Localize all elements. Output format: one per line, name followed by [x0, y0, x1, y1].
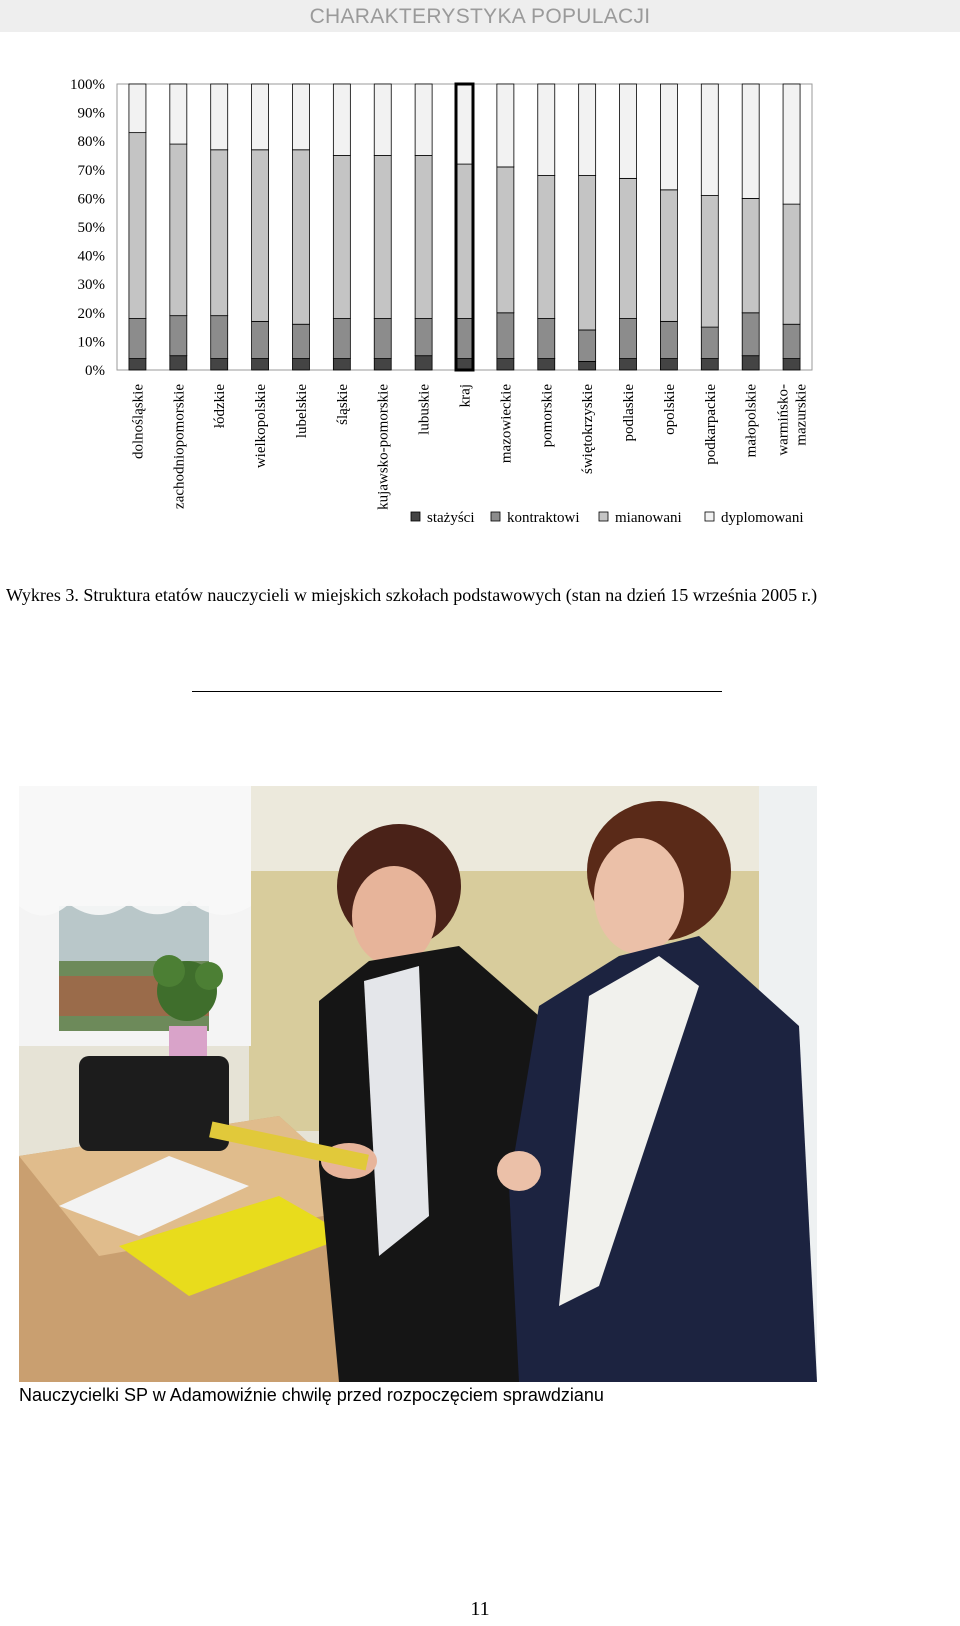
bar-segment-dyplomowani	[252, 84, 269, 150]
classroom-photo	[19, 786, 817, 1382]
bar-segment-dyplomowani	[333, 84, 350, 156]
y-tick-label: 30%	[77, 277, 105, 294]
bar-segment-stażyści	[497, 359, 514, 370]
bar-segment-stażyści	[701, 359, 718, 370]
bar-segment-mianowani	[374, 156, 391, 319]
bar-segment-mianowani	[129, 133, 146, 319]
bar-segment-mianowani	[252, 150, 269, 322]
legend-swatch	[411, 512, 420, 521]
x-tick-label: opolskie	[661, 384, 678, 435]
bar-segment-mianowani	[783, 204, 800, 324]
bar-segment-kontraktowi	[497, 313, 514, 359]
y-axis-ticks	[70, 77, 105, 379]
bar-segment-dyplomowani	[497, 84, 514, 167]
x-tick-label: kraj	[457, 384, 474, 408]
y-tick-label: 50%	[77, 220, 105, 236]
x-tick-label: zachodniopomorskie	[171, 384, 188, 509]
y-tick-label: 40%	[77, 248, 105, 265]
bar-segment-stażyści	[415, 356, 432, 370]
bar-segment-dyplomowani	[660, 84, 677, 190]
bar-segment-kontraktowi	[333, 319, 350, 359]
bar-segment-mianowani	[620, 178, 637, 318]
bar-segment-kontraktowi	[211, 316, 228, 359]
bar-segment-stażyści	[292, 359, 309, 370]
bar-segment-dyplomowani	[456, 84, 473, 164]
bar-segment-mianowani	[170, 144, 187, 316]
legend-label: dyplomowani	[721, 510, 804, 526]
x-tick-label: podlaskie	[621, 384, 638, 442]
bar-segment-kontraktowi	[170, 316, 187, 356]
y-tick-label: 0%	[85, 363, 105, 379]
bar-segment-stażyści	[129, 359, 146, 370]
y-tick-label: 80%	[77, 134, 105, 151]
bar-segment-mianowani	[456, 164, 473, 318]
chart-legend	[411, 510, 804, 526]
page-number: 11	[470, 1598, 490, 1620]
bar-segment-stażyści	[783, 359, 800, 370]
bar-segment-kontraktowi	[538, 319, 555, 359]
x-tick-label: łódzkie	[212, 384, 229, 429]
bar-segment-stażyści	[620, 359, 637, 370]
x-tick-label: lubuskie	[416, 384, 433, 435]
bar-segment-stażyści	[374, 359, 391, 370]
bar-segment-mianowani	[701, 196, 718, 328]
bar-segment-kontraktowi	[292, 324, 309, 358]
y-tick-label: 100%	[70, 77, 105, 93]
bar-segment-kontraktowi	[456, 319, 473, 359]
x-tick-label: podkarpackie	[702, 384, 719, 465]
legend-swatch	[491, 512, 500, 521]
x-tick-label: kujawsko-pomorskie	[375, 384, 392, 510]
bar-segment-stażyści	[456, 359, 473, 370]
x-tick-label: śląskie	[334, 384, 351, 425]
bar-segment-mianowani	[497, 167, 514, 313]
bar-segment-stażyści	[579, 361, 596, 370]
x-tick-label: dolnośląskie	[130, 384, 147, 459]
bar-segment-kontraktowi	[742, 313, 759, 356]
x-tick-label: mazowieckie	[498, 384, 515, 464]
figure-caption: Wykres 3. Struktura etatów nauczycieli w miejskich szkołach podstawowych (stan na dzień 15 września 2005 r.)	[6, 585, 818, 605]
photo-caption: Nauczycielki SP w Adamowiźnie chwilę przed rozpoczęciem sprawdzianu	[19, 1385, 604, 1405]
x-tick-label: wielkopolskie	[253, 384, 270, 469]
bar-segment-kontraktowi	[415, 319, 432, 356]
x-tick-label: mazurskie	[793, 384, 810, 446]
bar-segment-dyplomowani	[742, 84, 759, 198]
bar-segment-dyplomowani	[129, 84, 146, 133]
bar-segment-dyplomowani	[170, 84, 187, 144]
bar-segment-kontraktowi	[783, 324, 800, 358]
bar-segment-mianowani	[292, 150, 309, 324]
x-tick-label: pomorskie	[539, 384, 556, 448]
bar-segment-dyplomowani	[579, 84, 596, 176]
bar-segment-stażyści	[211, 359, 228, 370]
x-tick-label: lubelskie	[293, 384, 310, 439]
bar-segment-kontraktowi	[660, 321, 677, 358]
legend-label: stażyści	[427, 510, 475, 526]
bar-segment-stażyści	[252, 359, 269, 370]
bar-segment-kontraktowi	[252, 321, 269, 358]
legend-label: mianowani	[615, 510, 682, 526]
bar-segment-dyplomowani	[620, 84, 637, 178]
legend-swatch	[599, 512, 608, 521]
bar-segment-stażyści	[170, 356, 187, 370]
y-tick-label: 70%	[77, 162, 105, 179]
stacked-bar-chart	[0, 40, 960, 540]
bar-segment-stażyści	[333, 359, 350, 370]
page-header	[0, 0, 960, 32]
x-tick-label: warmińsko-	[775, 384, 792, 456]
divider	[192, 691, 722, 692]
bar-segment-dyplomowani	[374, 84, 391, 156]
bar-segment-mianowani	[742, 198, 759, 312]
bar-segment-dyplomowani	[701, 84, 718, 196]
bar-segment-dyplomowani	[783, 84, 800, 204]
bar-segment-mianowani	[211, 150, 228, 316]
x-axis-labels	[130, 384, 809, 510]
bar-segment-mianowani	[538, 176, 555, 319]
bar-segment-kontraktowi	[374, 319, 391, 359]
chart-bars	[129, 84, 800, 370]
bar-segment-kontraktowi	[620, 319, 637, 359]
bar-segment-dyplomowani	[292, 84, 309, 150]
y-tick-label: 90%	[77, 105, 105, 122]
bar-segment-dyplomowani	[211, 84, 228, 150]
y-tick-label: 10%	[77, 334, 105, 351]
legend-swatch	[705, 512, 714, 521]
bar-segment-dyplomowani	[415, 84, 432, 156]
bar-segment-mianowani	[579, 176, 596, 330]
bar-segment-dyplomowani	[538, 84, 555, 176]
bar-segment-mianowani	[660, 190, 677, 322]
bar-segment-kontraktowi	[579, 330, 596, 361]
bar-segment-mianowani	[415, 156, 432, 319]
section-title: CHARAKTERYSTYKA POPULACJI	[309, 5, 651, 28]
legend-label: kontraktowi	[507, 510, 580, 526]
bar-segment-kontraktowi	[129, 319, 146, 359]
x-tick-label: świętokrzyskie	[580, 384, 597, 474]
bar-segment-stażyści	[660, 359, 677, 370]
bar-segment-mianowani	[333, 156, 350, 319]
x-tick-label: małopolskie	[743, 384, 760, 458]
y-tick-label: 60%	[77, 191, 105, 208]
bar-segment-stażyści	[742, 356, 759, 370]
y-tick-label: 20%	[77, 305, 105, 322]
bar-segment-stażyści	[538, 359, 555, 370]
bar-segment-kontraktowi	[701, 327, 718, 358]
